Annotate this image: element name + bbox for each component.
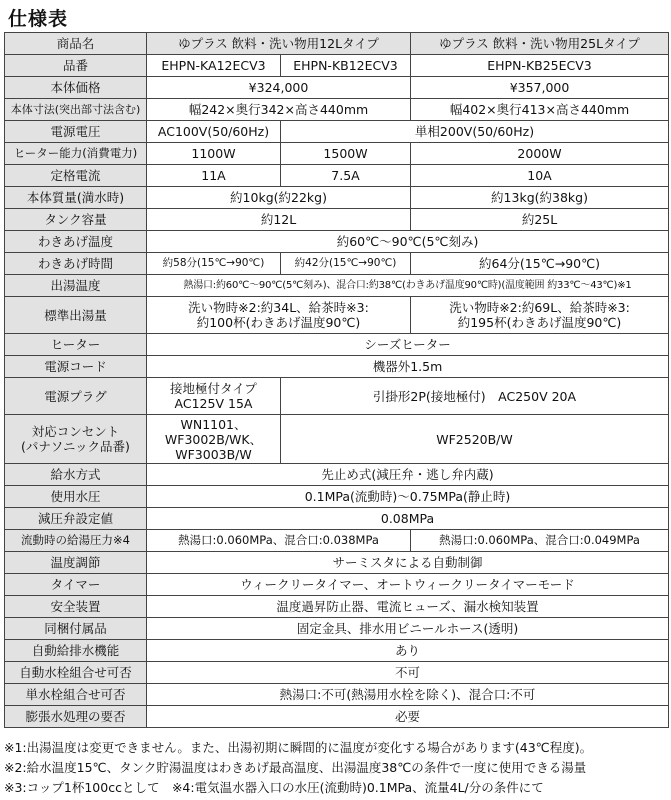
cell: 0.08MPa: [147, 508, 669, 530]
cell: 固定金具、排水用ビニールホース(透明): [147, 618, 669, 640]
cell-line: WN1101、: [180, 416, 247, 432]
row-label: 自動水栓組合せ可否: [5, 662, 147, 684]
column-header-25l: ゆプラス 飲料・洗い物用25Lタイプ: [411, 33, 669, 55]
cell: あり: [147, 640, 669, 662]
table-row: [5, 486, 669, 508]
spec-table: [4, 32, 669, 728]
cell-line: WF3003B/W: [175, 446, 252, 462]
row-label: 自動給排水機能: [5, 640, 147, 662]
table-row: [5, 231, 669, 253]
table-row: [5, 275, 669, 297]
row-label-line: (パナソニック品番): [21, 439, 130, 454]
row-label: 膨張水処理の要否: [5, 706, 147, 728]
table-row: [5, 706, 669, 728]
row-label: 減圧弁設定値: [5, 508, 147, 530]
cell-line: 約195杯(わきあげ温度90℃): [457, 315, 622, 330]
row-label: わきあげ時間: [5, 253, 147, 275]
footnote-1: ※1:出湯温度は変更できません。また、出湯初期に瞬間的に温度が変化する場合があります(43℃程度)。: [4, 740, 593, 755]
table-row: [5, 662, 669, 684]
row-label: 出湯温度: [5, 275, 147, 297]
table-row: [5, 55, 669, 77]
table-row: [5, 143, 669, 165]
cell: 約42分(15℃→90℃): [281, 253, 411, 275]
row-label: 品番: [5, 55, 147, 77]
table-row: [5, 552, 669, 574]
table-row: [5, 596, 669, 618]
cell: WF2520B/W: [281, 415, 669, 464]
column-header-12l: ゆプラス 飲料・洗い物用12Lタイプ: [147, 33, 411, 55]
cell-line: 洗い物時※2:約69L、給茶時※3:: [449, 300, 630, 315]
table-row: [5, 684, 669, 706]
cell: 1500W: [281, 143, 411, 165]
cell: シーズヒーター: [147, 334, 669, 356]
table-row: [5, 297, 669, 334]
cell: サーミスタによる自動制御: [147, 552, 669, 574]
row-label-line: 対応コンセント: [31, 424, 120, 439]
cell: 幅402×奥行413×高さ440mm: [411, 99, 669, 121]
table-row: [5, 165, 669, 187]
table-row: [5, 508, 669, 530]
row-label: 本体価格: [5, 77, 147, 99]
row-label: 商品名: [5, 33, 147, 55]
cell: 不可: [147, 662, 669, 684]
cell: [147, 297, 411, 334]
cell: ウィークリータイマー、オートウィークリータイマーモード: [147, 574, 669, 596]
cell: 先止め式(減圧弁・逃し弁内蔵): [147, 464, 669, 486]
row-label: 本体寸法(突出部寸法含む): [5, 99, 147, 121]
table-row: [5, 378, 669, 415]
cell: 機器外1.5m: [147, 356, 669, 378]
cell: EHPN-KA12ECV3: [147, 55, 281, 77]
row-label: 単水栓組合せ可否: [5, 684, 147, 706]
row-label: 標準出湯量: [5, 297, 147, 334]
cell: 熱湯口:0.060MPa、混合口:0.038MPa: [147, 530, 411, 552]
cell: [411, 297, 669, 334]
page-title: 仕様表: [8, 8, 69, 30]
row-label: 温度調節: [5, 552, 147, 574]
table-row: [5, 253, 669, 275]
footnotes: [4, 738, 668, 798]
table-row: [5, 99, 669, 121]
cell: 約25L: [411, 209, 669, 231]
cell: 約13kg(約38kg): [411, 187, 669, 209]
cell: 熱湯口:約60℃～90℃(5℃刻み)、混合口:約38℃(わきあげ温度90℃時)(温度範囲 約33℃～43℃)※1: [147, 275, 669, 297]
row-label: 本体質量(満水時): [5, 187, 147, 209]
row-label: 同梱付属品: [5, 618, 147, 640]
row-label: ヒーター能力(消費電力): [5, 143, 147, 165]
cell: 約12L: [147, 209, 411, 231]
cell: 単相200V(50/60Hz): [281, 121, 669, 143]
cell: 熱湯口:0.060MPa、混合口:0.049MPa: [411, 530, 669, 552]
table-row: [5, 464, 669, 486]
row-label: 給水方式: [5, 464, 147, 486]
footnote-3: ※3:コップ1杯100ccとして ※4:電気温水器入口の水圧(流動時)0.1MPa、流量4L/分の条件にて: [4, 780, 544, 795]
footnote-2: ※2:給水温度15℃、タンク貯湯温度はわきあげ最高温度、出湯温度38℃の条件で一度に使用できる湯量: [4, 760, 587, 775]
cell: [147, 378, 281, 415]
row-label: 電源コード: [5, 356, 147, 378]
cell: 0.1MPa(流動時)～0.75MPa(静止時): [147, 486, 669, 508]
cell: 2000W: [411, 143, 669, 165]
row-label: [5, 415, 147, 464]
table-row: [5, 415, 669, 464]
cell: 温度過昇防止器、電流ヒューズ、漏水検知装置: [147, 596, 669, 618]
cell: 約60℃～90℃(5℃刻み): [147, 231, 669, 253]
row-label: 使用水圧: [5, 486, 147, 508]
row-label: 電源プラグ: [5, 378, 147, 415]
table-row: [5, 530, 669, 552]
cell: 11A: [147, 165, 281, 187]
row-label: ヒーター: [5, 334, 147, 356]
cell: 約64分(15℃→90℃): [411, 253, 669, 275]
cell: [147, 415, 281, 464]
cell: EHPN-KB25ECV3: [411, 55, 669, 77]
table-row: [5, 334, 669, 356]
table-row: [5, 209, 669, 231]
cell: 1100W: [147, 143, 281, 165]
table-row: [5, 77, 669, 99]
cell-line: WF3002B/WK、: [164, 431, 263, 447]
cell: 約58分(15℃→90℃): [147, 253, 281, 275]
table-row: [5, 574, 669, 596]
cell: EHPN-KB12ECV3: [281, 55, 411, 77]
row-label: 定格電流: [5, 165, 147, 187]
cell: 必要: [147, 706, 669, 728]
table-row: [5, 121, 669, 143]
table-row: [5, 187, 669, 209]
row-label: わきあげ温度: [5, 231, 147, 253]
cell-line: 洗い物時※2:約34L、給茶時※3:: [188, 300, 369, 315]
cell: AC100V(50/60Hz): [147, 121, 281, 143]
cell-line: 接地極付タイプ: [170, 381, 257, 396]
cell: ¥324,000: [147, 77, 411, 99]
cell: 幅242×奥行342×高さ440mm: [147, 99, 411, 121]
table-row: [5, 356, 669, 378]
cell: ¥357,000: [411, 77, 669, 99]
row-label: 安全装置: [5, 596, 147, 618]
row-label: 流動時の給湯圧力※4: [5, 530, 147, 552]
table-row: [5, 33, 669, 55]
cell: 引掛形2P(接地極付) AC250V 20A: [281, 378, 669, 415]
table-row: [5, 640, 669, 662]
cell: 熱湯口:不可(熱湯用水栓を除く)、混合口:不可: [147, 684, 669, 706]
cell: 約10kg(約22kg): [147, 187, 411, 209]
cell: 10A: [411, 165, 669, 187]
row-label: タイマー: [5, 574, 147, 596]
cell: 7.5A: [281, 165, 411, 187]
cell-line: AC125V 15A: [174, 396, 253, 411]
cell-line: 約100杯(わきあげ温度90℃): [196, 315, 361, 330]
row-label: 電源電圧: [5, 121, 147, 143]
row-label: タンク容量: [5, 209, 147, 231]
table-row: [5, 618, 669, 640]
